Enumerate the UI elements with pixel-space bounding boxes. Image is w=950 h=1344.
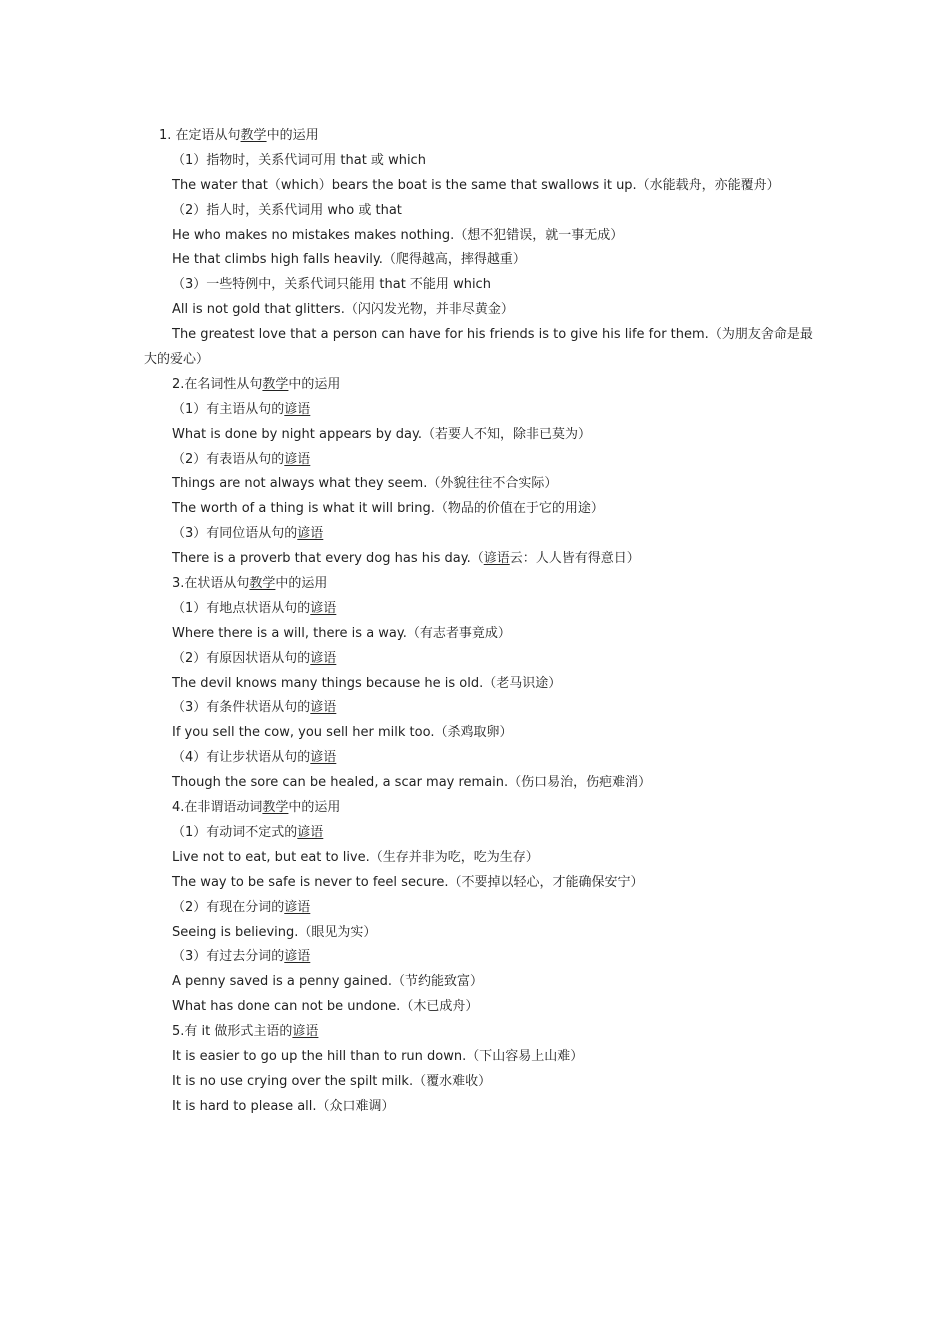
text-line — [0, 672, 950, 697]
text-line — [0, 124, 950, 149]
text-segment: There is a proverb that every dog has his day.（ — [172, 551, 484, 567]
text-line — [0, 547, 950, 572]
text-line — [0, 174, 950, 199]
underlined-term: 谚语 — [292, 1024, 319, 1040]
text-segment: 4.在非谓语动词 — [172, 800, 263, 816]
text-line — [0, 522, 950, 547]
text-segment: （1）有主语从句的 — [172, 401, 285, 417]
underlined-term: 谚语 — [310, 750, 337, 766]
text-line — [0, 1045, 950, 1070]
underlined-term: 谚语 — [310, 650, 337, 666]
text-segment: （2）有原因状语从句的 — [172, 650, 311, 666]
text-line — [0, 821, 950, 846]
text-segment: 云：人人皆有得意日） — [509, 551, 640, 567]
text-line — [0, 696, 950, 721]
text-segment: 2.在名词性从句 — [172, 376, 263, 392]
text-line — [0, 921, 950, 946]
text-segment: Things are not always what they seem.（外貌往往不合实际） — [172, 476, 558, 492]
text-line — [0, 647, 950, 672]
text-segment: Live not to eat, but eat to live.（生存并非为吃，吃为生存） — [172, 849, 539, 865]
text-segment: If you sell the cow, you sell her milk too.（杀鸡取卵） — [172, 725, 513, 741]
text-segment: （4）有让步状语从句的 — [172, 750, 311, 766]
text-line — [0, 497, 950, 522]
underlined-term: 谚语 — [284, 401, 311, 417]
text-segment: （3）有过去分词的 — [172, 949, 285, 965]
text-line — [0, 871, 950, 896]
text-segment: （3）有同位语从句的 — [172, 526, 298, 542]
text-segment: A penny saved is a penny gained.（节约能致富） — [172, 974, 484, 990]
text-segment: （2）指人时，关系代词用 who 或 that — [172, 202, 402, 218]
text-line — [0, 398, 950, 423]
text-segment: 中的运用 — [288, 800, 341, 816]
underlined-term: 谚语 — [310, 600, 337, 616]
text-line — [0, 149, 950, 174]
text-line — [0, 248, 950, 273]
text-line — [0, 224, 950, 249]
text-segment: Though the sore can be healed, a scar may remain.（伤口易治，伤疤难消） — [172, 775, 652, 791]
text-line — [0, 298, 950, 323]
text-segment: The greatest love that a person can have for his friends is to give his life for them.（为朋友舍命是最 — [172, 327, 813, 343]
text-line — [0, 572, 950, 597]
text-line — [0, 1095, 950, 1120]
text-segment: 3.在状语从句 — [172, 576, 250, 592]
text-segment: 1. 在定语从句 — [159, 128, 241, 143]
text-segment: The devil knows many things because he is old.（老马识途） — [172, 675, 562, 691]
text-segment: （2）有表语从句的 — [172, 451, 285, 467]
text-segment: （3）有条件状语从句的 — [172, 700, 311, 716]
text-line — [0, 472, 950, 497]
text-line — [0, 423, 950, 448]
text-line — [0, 199, 950, 224]
text-segment: Where there is a will, there is a way.（有志者事竟成） — [172, 625, 511, 641]
text-segment: （3）一些特例中，关系代词只能用 that 不能用 which — [172, 277, 491, 293]
text-line — [0, 995, 950, 1020]
underlined-term: 谚语 — [310, 700, 337, 716]
text-line — [0, 970, 950, 995]
text-line — [0, 896, 950, 921]
text-segment: It is easier to go up the hill than to run down.（下山容易上山难） — [172, 1048, 584, 1064]
text-line — [0, 273, 950, 298]
underlined-term: 谚语 — [483, 551, 510, 567]
text-line — [0, 597, 950, 622]
text-line — [0, 771, 950, 796]
text-segment: He who makes no mistakes makes nothing.（想不犯错误，就一事无成） — [172, 227, 624, 243]
text-segment: 5.有 it 做形式主语的 — [172, 1024, 293, 1040]
underlined-term: 谚语 — [284, 949, 311, 965]
text-line — [0, 373, 950, 398]
text-segment: Seeing is believing.（眼见为实） — [172, 924, 377, 940]
text-segment: What has done can not be undone.（木已成舟） — [172, 999, 479, 1015]
text-segment: All is not gold that glitters.（闪闪发光物，并非尽黄金） — [172, 302, 514, 318]
text-line — [0, 323, 950, 348]
text-segment: He that climbs high falls heavily.（爬得越高，摔得越重） — [172, 252, 526, 268]
text-line — [0, 1020, 950, 1045]
underlined-term: 谚语 — [284, 451, 311, 467]
text-segment: 中的运用 — [288, 376, 341, 392]
text-line — [0, 721, 950, 746]
underlined-term: 教学 — [262, 800, 289, 816]
text-line — [0, 846, 950, 871]
text-line — [0, 796, 950, 821]
text-segment: （1）指物时，关系代词可用 that 或 which — [172, 152, 426, 168]
text-line — [0, 1070, 950, 1095]
underlined-term: 教学 — [249, 576, 276, 592]
text-segment: The water that（which）bears the boat is the same that swallows it up.（水能载舟，亦能覆舟） — [172, 177, 780, 193]
underlined-term: 教学 — [240, 128, 267, 143]
text-segment: The way to be safe is never to feel secure.（不要掉以轻心，才能确保安宁） — [172, 874, 644, 890]
text-segment: What is done by night appears by day.（若要人不知，除非已莫为） — [172, 426, 591, 442]
text-line — [0, 945, 950, 970]
text-segment: It is no use crying over the spilt milk.（覆水难收） — [172, 1073, 492, 1089]
text-line — [0, 622, 950, 647]
underlined-term: 谚语 — [284, 899, 311, 915]
text-segment: It is hard to please all.（众口难调） — [172, 1098, 395, 1114]
text-line — [0, 746, 950, 771]
text-segment: 中的运用 — [266, 128, 319, 143]
text-segment: 大的爱心） — [144, 352, 210, 368]
text-segment: （1）有动词不定式的 — [172, 824, 298, 840]
text-segment: 中的运用 — [275, 576, 328, 592]
underlined-term: 谚语 — [297, 824, 324, 840]
underlined-term: 教学 — [262, 376, 289, 392]
underlined-term: 谚语 — [297, 526, 324, 542]
text-segment: （2）有现在分词的 — [172, 899, 285, 915]
text-segment: The worth of a thing is what it will bring.（物品的价值在于它的用途） — [172, 501, 604, 517]
text-segment: （1）有地点状语从句的 — [172, 600, 311, 616]
document-body — [0, 124, 950, 1120]
text-line — [0, 348, 950, 373]
text-line — [0, 448, 950, 473]
